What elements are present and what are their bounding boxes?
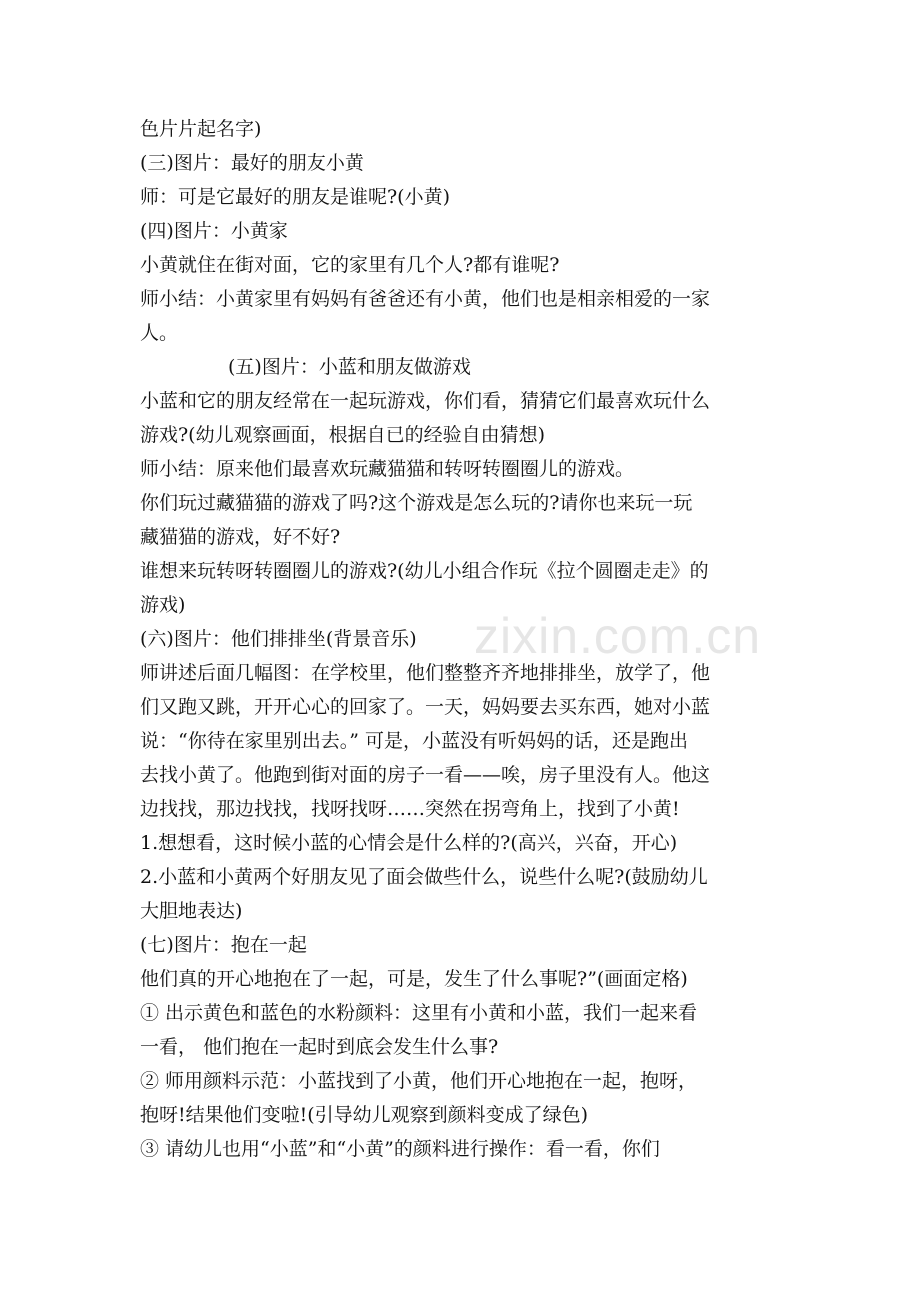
lesson-plan-text (140, 112, 790, 1166)
text-line: 谁想来玩转呀转圈圈儿的游戏?(幼儿小组合作玩《拉个圆圈走走》的 (140, 560, 709, 582)
text-line: 抱呀!结果他们变啦!(引导幼儿观察到颜料变成了绿色) (140, 1104, 589, 1126)
text-line: 你们玩过藏猫猫的游戏了吗?这个游戏是怎么玩的?请你也来玩一玩 (140, 492, 693, 514)
text-line: 师：可是它最好的朋友是谁呢?(小黄) (140, 186, 451, 208)
section-heading-4: (四)图片：小黄家 (140, 220, 288, 242)
text-line: 大胆地表达) (140, 900, 243, 922)
numbered-item-2: 2.小蓝和小黄两个好朋友见了面会做些什么，说些什么呢?(鼓励幼儿 (140, 866, 708, 888)
circled-item-1: ① 出示黄色和蓝色的水粉颜料：这里有小黄和小蓝，我们一起来看 (140, 1002, 698, 1024)
text-line: 色片片起名字) (140, 118, 262, 140)
text-line: 们又跑又跳，开开心心的回家了。一天，妈妈要去买东西，她对小蓝 (140, 696, 711, 718)
section-heading-7: (七)图片：抱在一起 (140, 934, 307, 956)
text-line: 师讲述后面几幅图：在学校里，他们整整齐齐地排排坐，放学了，他 (140, 662, 711, 684)
section-heading-5: (五)图片：小蓝和朋友做游戏 (228, 356, 471, 378)
text-line: 他们真的开心地抱在了一起，可是，发生了什么事呢?”(画面定格) (140, 968, 688, 990)
circled-item-3: ③ 请幼儿也用“小蓝”和“小黄”的颜料进行操作：看一看，你们 (140, 1138, 660, 1160)
text-line: 游戏?(幼儿观察画面，根据自已的经验自由猜想) (140, 424, 546, 446)
text-line: 游戏) (140, 594, 186, 616)
text-line: 小黄就住在街对面，它的家里有几个人?都有谁呢? (140, 254, 560, 276)
section-heading-6: (六)图片：他们排排坐(背景音乐) (140, 628, 417, 650)
numbered-item-1: 1.想想看，这时候小蓝的心情会是什么样的?(高兴，兴奋，开心) (140, 832, 678, 854)
text-line: 人。 (140, 322, 179, 344)
text-line: 去找小黄了。他跑到街对面的房子一看——唉，房子里没有人。他这 (140, 764, 711, 786)
text-line: 师小结：原来他们最喜欢玩藏猫猫和转呀转圈圈儿的游戏。 (140, 458, 635, 480)
text-line: 边找找，那边找找，找呀找呀……突然在拐弯角上，找到了小黄! (140, 798, 680, 820)
text-line: 小蓝和它的朋友经常在一起玩游戏，你们看，猜猜它们最喜欢玩什么 (140, 390, 711, 412)
circled-item-2: ② 师用颜料示范：小蓝找到了小黄，他们开心地抱在一起，抱呀， (140, 1070, 698, 1092)
text-line: 师小结：小黄家里有妈妈有爸爸还有小黄，他们也是相亲相爱的一家 (140, 288, 711, 310)
text-line: 说：“你待在家里别出去。” 可是，小蓝没有听妈妈的话，还是跑出 (140, 730, 688, 752)
text-line: 藏猫猫的游戏，好不好? (140, 526, 341, 548)
text-line: 一看， 他们抱在一起时到底会发生什么事? (140, 1036, 499, 1058)
watermark-text: zixin.com.cn (474, 608, 762, 664)
section-heading-3: (三)图片：最好的朋友小黄 (140, 152, 364, 174)
